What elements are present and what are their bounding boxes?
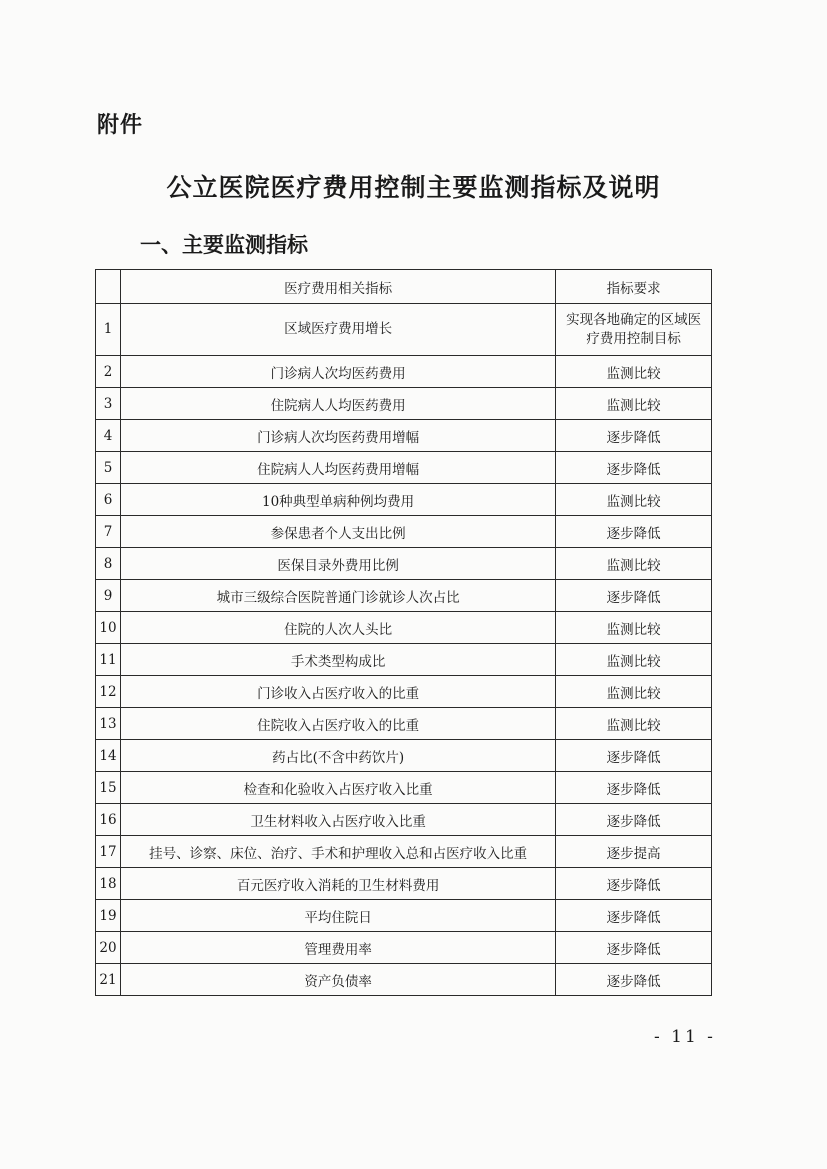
- row-number: 13: [96, 708, 121, 740]
- row-number: 10: [96, 612, 121, 644]
- row-requirement: 监测比较: [556, 644, 712, 676]
- row-number: 18: [96, 868, 121, 900]
- row-requirement: 监测比较: [556, 548, 712, 580]
- row-indicator: 区域医疗费用增长: [120, 304, 555, 356]
- row-requirement: 逐步降低: [556, 804, 712, 836]
- table-row: [96, 388, 712, 420]
- row-number: 21: [96, 964, 121, 996]
- row-number: 12: [96, 676, 121, 708]
- row-indicator: 卫生材料收入占医疗收入比重: [120, 804, 555, 836]
- row-indicator: 医保目录外费用比例: [120, 548, 555, 580]
- row-number: 8: [96, 548, 121, 580]
- row-indicator: 挂号、诊察、床位、治疗、手术和护理收入总和占医疗收入比重: [120, 836, 555, 868]
- row-number: 20: [96, 932, 121, 964]
- row-indicator: 住院病人人均医药费用: [120, 388, 555, 420]
- row-number: 6: [96, 484, 121, 516]
- table-row: [96, 612, 712, 644]
- header-no: [96, 270, 121, 304]
- table-row: [96, 868, 712, 900]
- table-row: [96, 964, 712, 996]
- row-indicator: 资产负债率: [120, 964, 555, 996]
- row-indicator: 住院病人人均医药费用增幅: [120, 452, 555, 484]
- page-number: - 11 -: [654, 1027, 716, 1047]
- table-row: [96, 708, 712, 740]
- row-requirement: 监测比较: [556, 388, 712, 420]
- document-title: 公立医院医疗费用控制主要监测指标及说明: [166, 173, 661, 202]
- row-requirement: 实现各地确定的区域医疗费用控制目标: [556, 304, 712, 356]
- row-indicator: 门诊病人次均医药费用: [120, 356, 555, 388]
- table-row: [96, 304, 712, 356]
- table-row: [96, 484, 712, 516]
- row-indicator: 平均住院日: [120, 900, 555, 932]
- row-indicator: 门诊病人次均医药费用增幅: [120, 420, 555, 452]
- row-requirement: 监测比较: [556, 708, 712, 740]
- row-indicator: 手术类型构成比: [120, 644, 555, 676]
- row-indicator: 百元医疗收入消耗的卫生材料费用: [120, 868, 555, 900]
- row-requirement: 逐步降低: [556, 516, 712, 548]
- table-row: [96, 804, 712, 836]
- row-number: 19: [96, 900, 121, 932]
- row-requirement: 逐步降低: [556, 932, 712, 964]
- section-heading: 一、主要监测指标: [140, 233, 308, 257]
- row-indicator: 药占比(不含中药饮片): [120, 740, 555, 772]
- table-row: [96, 452, 712, 484]
- attachment-label: 附件: [97, 113, 144, 138]
- table-row: [96, 420, 712, 452]
- row-requirement: 逐步降低: [556, 900, 712, 932]
- row-number: 2: [96, 356, 121, 388]
- row-number: 1: [96, 304, 121, 356]
- row-requirement: 逐步降低: [556, 452, 712, 484]
- table-row: [96, 644, 712, 676]
- header-indicator: 医疗费用相关指标: [120, 270, 555, 304]
- row-number: 7: [96, 516, 121, 548]
- row-requirement: 逐步降低: [556, 420, 712, 452]
- table-row: [96, 772, 712, 804]
- row-number: 16: [96, 804, 121, 836]
- row-number: 17: [96, 836, 121, 868]
- table-header-row: [96, 270, 712, 304]
- table-row: [96, 676, 712, 708]
- row-indicator: 住院收入占医疗收入的比重: [120, 708, 555, 740]
- row-number: 4: [96, 420, 121, 452]
- row-indicator: 检查和化验收入占医疗收入比重: [120, 772, 555, 804]
- table-row: [96, 836, 712, 868]
- row-number: 5: [96, 452, 121, 484]
- row-requirement: 逐步提高: [556, 836, 712, 868]
- row-number: 15: [96, 772, 121, 804]
- row-number: 3: [96, 388, 121, 420]
- row-requirement: 逐步降低: [556, 740, 712, 772]
- row-requirement: 监测比较: [556, 676, 712, 708]
- row-indicator: 参保患者个人支出比例: [120, 516, 555, 548]
- row-indicator: 管理费用率: [120, 932, 555, 964]
- table-row: [96, 932, 712, 964]
- table-row: [96, 548, 712, 580]
- row-indicator: 住院的人次人头比: [120, 612, 555, 644]
- row-requirement: 逐步降低: [556, 964, 712, 996]
- row-number: 11: [96, 644, 121, 676]
- row-indicator: 10种典型单病种例均费用: [120, 484, 555, 516]
- row-requirement: 逐步降低: [556, 772, 712, 804]
- row-requirement: 监测比较: [556, 484, 712, 516]
- table-row: [96, 900, 712, 932]
- row-requirement: 逐步降低: [556, 868, 712, 900]
- header-requirement: 指标要求: [556, 270, 712, 304]
- row-indicator: 门诊收入占医疗收入的比重: [120, 676, 555, 708]
- table-row: [96, 356, 712, 388]
- table-row: [96, 740, 712, 772]
- row-number: 9: [96, 580, 121, 612]
- row-number: 14: [96, 740, 121, 772]
- table-row: [96, 580, 712, 612]
- table-row: [96, 516, 712, 548]
- row-indicator: 城市三级综合医院普通门诊就诊人次占比: [120, 580, 555, 612]
- indicator-table: [95, 269, 712, 996]
- row-requirement: 逐步降低: [556, 580, 712, 612]
- row-requirement: 监测比较: [556, 612, 712, 644]
- row-requirement: 监测比较: [556, 356, 712, 388]
